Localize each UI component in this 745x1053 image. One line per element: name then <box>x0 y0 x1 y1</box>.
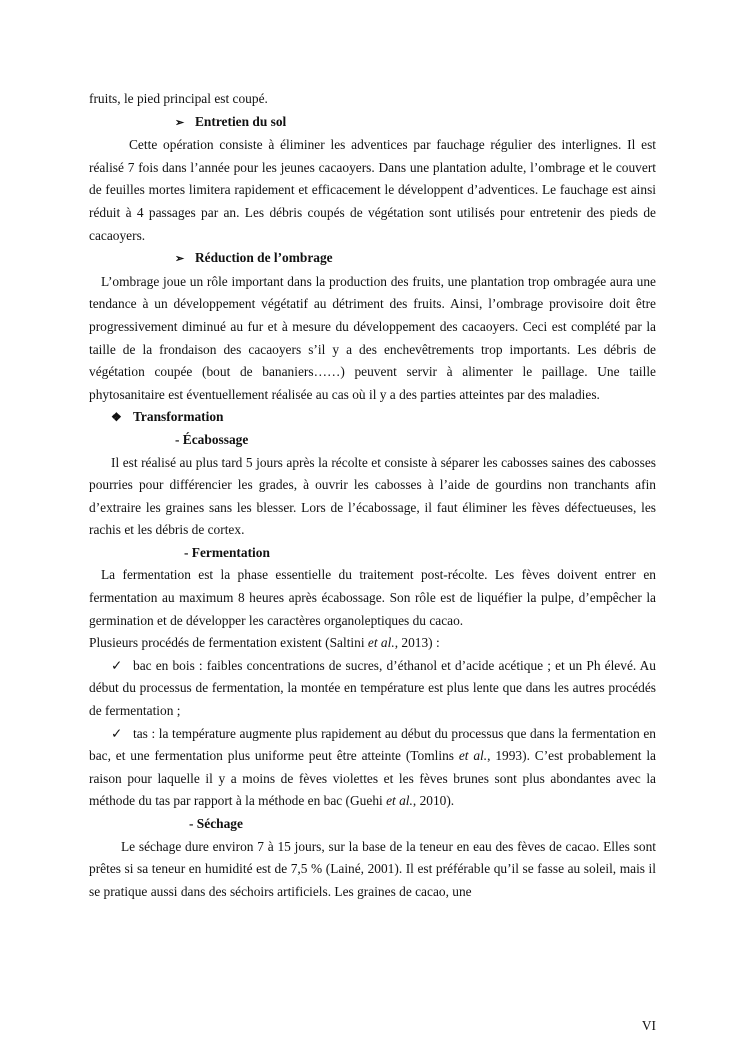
bullet-text: , 1993). C’est probablement la raison pour laquelle il y a moins de fèves violettes et les fèves brunes sont plus abondantes avec la méthode du tas par rapport à la méthode en bac (Guehi <box>89 748 656 809</box>
heading-reduction-ombrage <box>89 247 656 271</box>
document-page <box>89 88 656 903</box>
citation-etal: et al. <box>386 793 413 809</box>
heading-ecabossage: - Écabossage <box>175 431 249 447</box>
paragraph-ecabossage: Il est réalisé au plus tard 5 jours après la récolte et consiste à séparer les cabosses saines des cabosses pourries pour différencier les grades, à ouvrir les cabosses à l’aide de gourdins non tranchants afin d’extraire les graines sans les blesser. Lors de l’écabossage, il faut éliminer les fèves défectueuses, les rachis et les débris de cortex. <box>89 454 656 538</box>
checkmark-icon: ✓ <box>111 725 123 741</box>
bullet-bac-en-bois <box>89 655 656 723</box>
heading-text: Transformation <box>133 409 224 425</box>
heading-text: Réduction de l’ombrage <box>195 250 333 266</box>
paragraph-entretien-sol: Cette opération consiste à éliminer les adventices par fauchage régulier des interlignes. Il est réalisé 7 fois dans l’année pour les jeunes cacaoyers. Dans une plantation adulte, l’ombrage et le couvert de feuilles mortes limitera rapidement et efficacement le développent d’adventices. Le fauchage est ainsi réduit à 4 passages par an. Les débris coupés de végétation sont utilisés pour entretenir des pieds de cacaoyers. <box>89 137 656 243</box>
intro-line: fruits, le pied principal est coupé. <box>89 91 268 106</box>
arrow-bullet-icon: ➢ <box>175 253 185 266</box>
bullet-text: tas : la température augmente plus rapidement au début du processus que dans la fermentation en bac, et une fermentation plus uniforme peut être atteinte (Tomlins <box>89 725 656 764</box>
heading-transformation <box>89 406 656 429</box>
citation-etal: et al. <box>458 748 488 764</box>
heading-sechage: - Séchage <box>189 816 243 831</box>
paragraph-procedes <box>89 632 656 655</box>
heading-text: Entretien du sol <box>195 113 287 129</box>
paragraph-sechage: Le séchage dure environ 7 à 15 jours, sur la base de la teneur en eau des fèves de cacao. Elles sont prêtes si sa teneur en humidité est de 7,5 % (Lainé, 2001). Il est préférable qu’il se fasse au soleil, mais il se pratique aussi dans des séchoirs artificiels. Les graines de cacao, une <box>89 838 656 899</box>
diamond-bullet-icon: ❖ <box>111 410 122 425</box>
arrow-bullet-icon: ➢ <box>175 116 185 129</box>
bullet-text-end: , 2010). <box>412 793 455 809</box>
heading-entretien-sol <box>89 111 656 135</box>
page-number: VI <box>641 1018 656 1033</box>
checkmark-icon: ✓ <box>111 657 123 673</box>
bullet-tas <box>89 723 656 813</box>
procedes-text: Plusieurs procédés de fermentation existent (Saltini <box>89 635 368 651</box>
citation-etal: et al. <box>367 635 395 651</box>
paragraph-fermentation: La fermentation est la phase essentielle du traitement post-récolte. Les fèves doivent entrer en fermentation au maximum 8 heures après écabossage. Son rôle est de liquéfier la pulpe, d’empêcher la germination et de développer les caractères organoleptiques du cacao. <box>89 567 656 628</box>
procedes-text-end: , 2013) : <box>394 635 440 651</box>
bullet-text: bac en bois : faibles concentrations de sucres, d’éthanol et d’acide acétique ; et un Ph élevé. Au début du processus de fermentation, la montée en température est plus lente que dans les autres procédés de fermentation ; <box>89 657 656 719</box>
heading-fermentation: - Fermentation <box>184 544 270 560</box>
paragraph-reduction-ombrage: L’ombrage joue un rôle important dans la production des fruits, une plantation trop ombragée aura une tendance à un développement végétatif au détriment des fruits. Ainsi, l’ombrage provisoire doit être progressivement diminué au fur et à mesure du développement des cacaoyers. Ceci est complété par la taille de la frondaison des cacaoyers s’il y a des enchevêtrements trop importants. Les débris de végétation coupée (bout de bananiers……) peuvent servir à alimenter le paillage. Une taille phytosanitaire est éventuellement réalisée au cas où il y a des parties atteintes par des maladies. <box>89 273 656 402</box>
